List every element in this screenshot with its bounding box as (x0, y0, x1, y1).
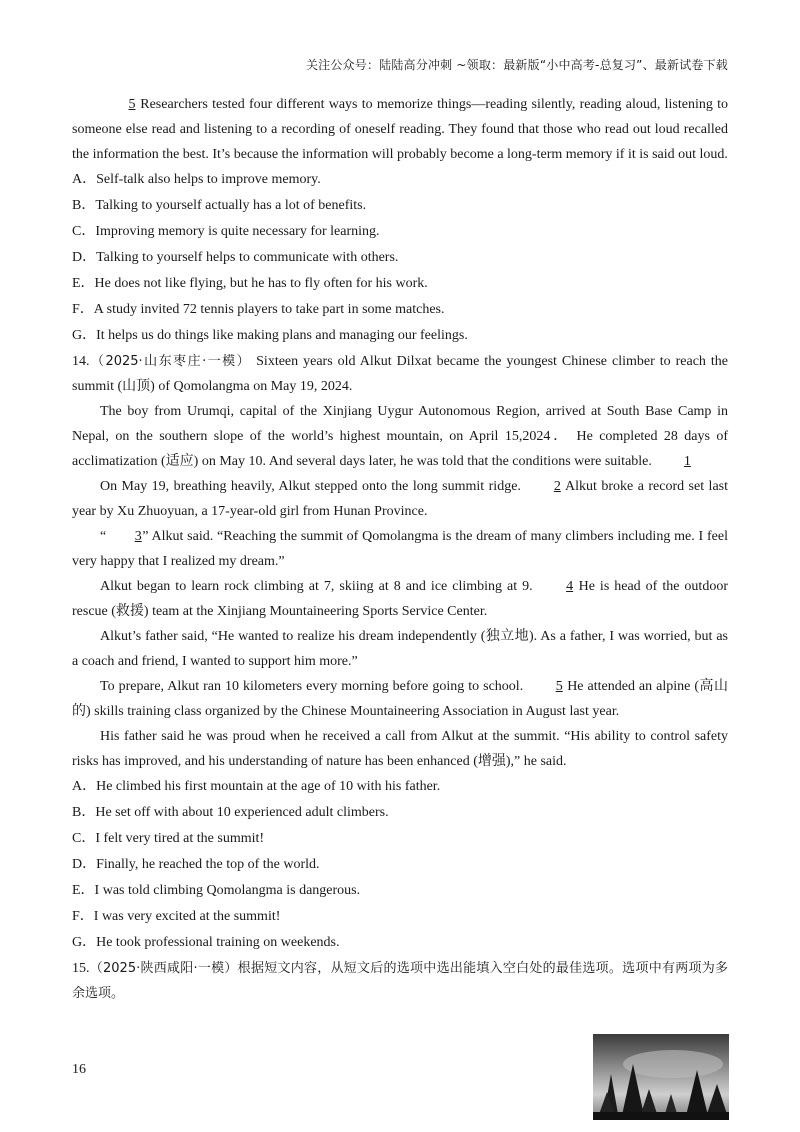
answer-blank: 2 (553, 479, 561, 494)
option-a: A．He climbed his first mountain at the age of 10 with his father. (72, 779, 441, 794)
q13-options-list (72, 167, 728, 349)
paragraph-text: He attended an alpine (高山的) skills training class organized by the Chinese Mountaineering Association in August last year. (72, 679, 729, 719)
option-c: C．Improving memory is quite necessary for learning. (72, 224, 380, 239)
q14-paragraph-5: Alkut’s father said, “He wanted to realize his dream independently (独立地). As a father, I was worried, but as a coach and friend, I wanted to support him more.” (72, 629, 728, 669)
paragraph-text: The boy from Urumqi, capital of the Xinjiang Uygur Autonomous Region, arrived at South Base Camp in Nepal, on the southern slope of the world’s highest mountain, on April 15,2024． He completed 28 days of acclimatization (适应) on May 10. And several days later, he was told that the conditions were suitable. (72, 404, 728, 469)
paragraph-text: Alkut began to learn rock climbing at 7, skiing at 8 and ice climbing at 9. (100, 579, 533, 594)
q14-paragraph-7: His father said he was proud when he received a call from Alkut at the summit. “His ability to control safety risks has improved, and his understanding of nature has been enhanced (增强),” he said. (72, 729, 728, 769)
answer-blank: 5 (555, 679, 563, 694)
page-number: 16 (72, 1062, 86, 1077)
q14-paragraph-6 (72, 674, 728, 724)
option-g: G．He took professional training on weekends. (72, 935, 340, 950)
q14-intro (72, 349, 728, 399)
forest-image (593, 1034, 729, 1120)
q14-paragraph-3 (72, 524, 728, 574)
option-d: D．Talking to yourself helps to communicate with others. (72, 250, 399, 265)
q13-passage-paragraph (72, 92, 728, 167)
option-b: B．He set off with about 10 experienced adult climbers. (72, 805, 389, 820)
page-header: 关注公众号：陆陆高分冲刺 ~领取：最新版“小中高考-总复习”、最新试卷下载 (305, 58, 728, 72)
paragraph-text: On May 19, breathing heavily, Alkut stepped onto the long summit ridge. (100, 479, 521, 494)
forest-photo (593, 1034, 729, 1120)
answer-blank: 5 (128, 97, 136, 112)
option-e: E．I was told climbing Qomolangma is dangerous. (72, 883, 361, 898)
question-number: 15. (72, 961, 90, 976)
paragraph-text: Alkut broke a record set last year by Xu Zhuoyuan, a 17-year-old girl from Hunan Province. (72, 479, 728, 519)
question-source: （2025·山东枣庄·一模） (89, 354, 252, 369)
q14-options-list (72, 774, 728, 956)
option-b: B．Talking to yourself actually has a lot of benefits. (72, 198, 367, 213)
paragraph-text: To prepare, Alkut ran 10 kilometers every morning before going to school. (100, 679, 524, 694)
option-f: F．A study invited 72 tennis players to take part in some matches. (72, 302, 445, 317)
option-e: E．He does not like flying, but he has to fly often for his work. (72, 276, 428, 291)
paragraph-text: He is head of the outdoor rescue (救援) team at the Xinjiang Mountaineering Sports Service Center. (72, 579, 728, 619)
instruction-text: （2025·陕西咸阳·一模）根据短文内容，从短文后的选项中选出能填入空白处的最佳选项。选项中有两项为多余选项。 (72, 961, 728, 1001)
paragraph-text: ” Alkut said. “Reaching the summit of Qomolangma is the dream of many climbers including me. I feel very happy that I realized my dream.” (72, 529, 728, 569)
option-c: C．I felt very tired at the summit! (72, 831, 265, 846)
option-d: D．Finally, he reached the top of the world. (72, 857, 320, 872)
paragraph-text: Researchers tested four different ways to memorize things—reading silently, reading aloud, listening to someone else read and listening to a recording of oneself reading. They found that those who read out loud recalled the information the best. It’s because the information will probably become a long-term memory if it is said out loud. (72, 97, 728, 162)
q15-instructions (72, 956, 728, 1006)
answer-blank: 4 (566, 579, 574, 594)
option-g: G．It helps us do things like making plans and managing our feelings. (72, 328, 468, 343)
q14-paragraph-4 (72, 574, 728, 624)
page-content (72, 92, 728, 1006)
answer-blank: 1 (683, 454, 691, 469)
question-number: 14. (72, 354, 90, 369)
option-f: F．I was very excited at the summit! (72, 909, 281, 924)
q14-paragraph-2 (72, 474, 728, 524)
answer-blank: 3 (134, 529, 142, 544)
q14-paragraph-1 (72, 399, 728, 474)
open-quote: “ (100, 529, 107, 544)
option-a: A．Self-talk also helps to improve memory. (72, 172, 321, 187)
intro-text: Sixteen years old Alkut Dilxat became the youngest Chinese climber to reach the summit (山顶) of Qomolangma on May 19, 2024. (72, 354, 729, 394)
